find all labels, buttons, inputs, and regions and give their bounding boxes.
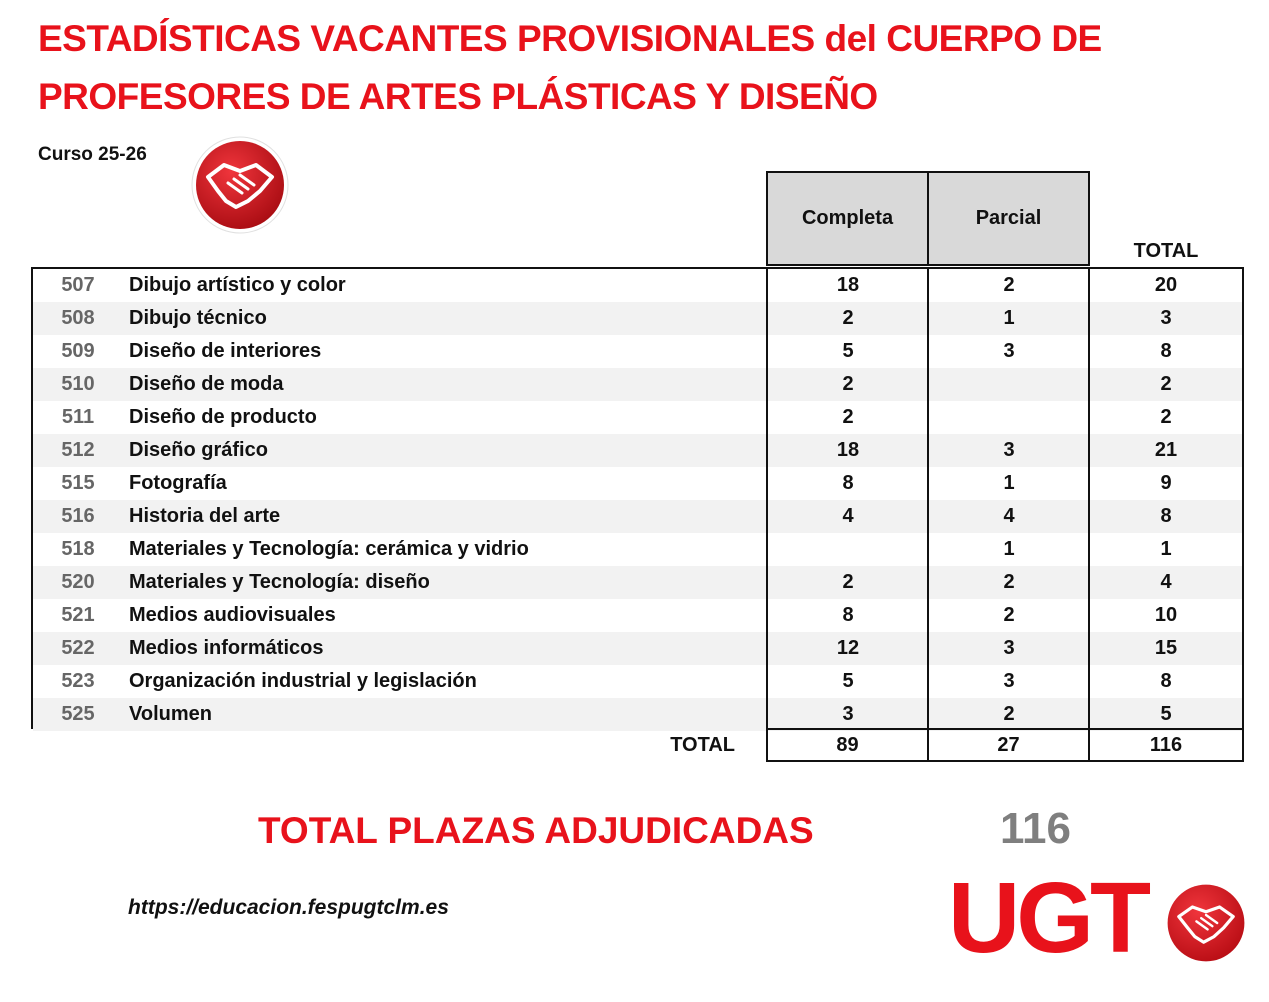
table-row xyxy=(33,401,1242,434)
row-name: Diseño de interiores xyxy=(129,340,322,362)
row-total: 5 xyxy=(1160,703,1172,725)
row-parcial: 2 xyxy=(1003,604,1015,626)
row-parcial: 3 xyxy=(1003,439,1015,461)
row-parcial: 2 xyxy=(1003,571,1015,593)
row-completa: 3 xyxy=(842,703,854,725)
row-parcial: 3 xyxy=(1003,670,1015,692)
table-row xyxy=(33,566,1242,599)
row-completa: 4 xyxy=(842,505,854,527)
total-total: 116 xyxy=(1088,728,1244,762)
total-row-label: TOTAL xyxy=(670,734,735,756)
row-completa: 5 xyxy=(842,340,854,362)
row-code: 510 xyxy=(61,373,95,395)
plazas-adjudicadas-value: 116 xyxy=(1000,804,1071,853)
row-total: 2 xyxy=(1160,406,1172,428)
row-total: 1 xyxy=(1160,538,1172,560)
row-parcial: 2 xyxy=(1003,703,1015,725)
table-row xyxy=(33,533,1242,566)
column-divider xyxy=(927,269,929,731)
row-code: 508 xyxy=(61,307,95,329)
row-name: Dibujo técnico xyxy=(129,307,267,329)
total-completa: 89 xyxy=(766,728,929,762)
row-name: Volumen xyxy=(129,703,212,725)
table-row xyxy=(33,599,1242,632)
row-total: 2 xyxy=(1160,373,1172,395)
row-completa: 2 xyxy=(842,373,854,395)
table-row xyxy=(33,434,1242,467)
row-completa: 2 xyxy=(842,571,854,593)
table-row xyxy=(33,698,1242,731)
website-link[interactable]: https://educacion.fespugtclm.es xyxy=(128,896,449,919)
row-completa: 5 xyxy=(842,670,854,692)
row-completa: 18 xyxy=(836,439,860,461)
row-parcial: 1 xyxy=(1003,538,1015,560)
row-total: 8 xyxy=(1160,340,1172,362)
column-divider xyxy=(1088,269,1090,731)
row-completa: 8 xyxy=(842,604,854,626)
row-total: 15 xyxy=(1154,637,1178,659)
row-code: 523 xyxy=(61,670,95,692)
row-name: Medios informáticos xyxy=(129,637,324,659)
row-name: Historia del arte xyxy=(129,505,281,527)
row-total: 21 xyxy=(1154,439,1178,461)
row-parcial: 3 xyxy=(1003,637,1015,659)
row-completa: 2 xyxy=(842,406,854,428)
table-row xyxy=(33,269,1242,302)
row-name: Organización industrial y legislación xyxy=(129,670,477,692)
header-total: TOTAL xyxy=(1133,240,1199,262)
curso-label: Curso 25-26 xyxy=(38,144,147,165)
column-divider xyxy=(766,269,768,731)
table-row xyxy=(33,665,1242,698)
row-code: 515 xyxy=(61,472,95,494)
title-line-1: ESTADÍSTICAS VACANTES PROVISIONALES del CUERPO DE xyxy=(38,18,1102,59)
row-code: 516 xyxy=(61,505,95,527)
row-name: Materiales y Tecnología: cerámica y vidrio xyxy=(129,538,529,560)
row-name: Diseño gráfico xyxy=(129,439,268,461)
row-completa: 2 xyxy=(842,307,854,329)
table-row xyxy=(33,467,1242,500)
row-code: 509 xyxy=(61,340,95,362)
row-code: 525 xyxy=(61,703,95,725)
row-code: 521 xyxy=(61,604,95,626)
row-parcial: 1 xyxy=(1003,472,1015,494)
header-completa: Completa xyxy=(766,171,929,266)
row-completa: 12 xyxy=(836,637,860,659)
row-code: 507 xyxy=(61,274,95,296)
row-name: Medios audiovisuales xyxy=(129,604,336,626)
row-total: 10 xyxy=(1154,604,1178,626)
header-parcial: Parcial xyxy=(927,171,1090,266)
row-code: 512 xyxy=(61,439,95,461)
row-code: 518 xyxy=(61,538,95,560)
table-row xyxy=(33,368,1242,401)
plazas-adjudicadas-label: TOTAL PLAZAS ADJUDICADAS xyxy=(258,810,814,851)
row-name: Fotografía xyxy=(129,472,227,494)
row-name: Diseño de producto xyxy=(129,406,317,428)
table-row xyxy=(33,302,1242,335)
title-line-2: PROFESORES DE ARTES PLÁSTICAS Y DISEÑO xyxy=(38,76,878,117)
row-total: 8 xyxy=(1160,505,1172,527)
row-parcial: 4 xyxy=(1003,505,1015,527)
row-total: 3 xyxy=(1160,307,1172,329)
row-code: 511 xyxy=(61,406,95,428)
row-total: 20 xyxy=(1154,274,1178,296)
vacantes-table xyxy=(31,267,1244,729)
row-parcial: 1 xyxy=(1003,307,1015,329)
total-parcial: 27 xyxy=(927,728,1090,762)
table-row xyxy=(33,632,1242,665)
row-code: 522 xyxy=(61,637,95,659)
row-parcial: 2 xyxy=(1003,274,1015,296)
row-completa: 18 xyxy=(836,274,860,296)
row-name: Dibujo artístico y color xyxy=(129,274,346,296)
table-row xyxy=(33,335,1242,368)
table-row xyxy=(33,500,1242,533)
row-completa: 8 xyxy=(842,472,854,494)
handshake-logo-icon xyxy=(190,135,290,235)
row-parcial: 3 xyxy=(1003,340,1015,362)
row-name: Diseño de moda xyxy=(129,373,284,395)
row-name: Materiales y Tecnología: diseño xyxy=(129,571,430,593)
ugt-brand-logo: UGT xyxy=(948,862,1148,974)
row-code: 520 xyxy=(61,571,95,593)
row-total: 9 xyxy=(1160,472,1172,494)
row-total: 4 xyxy=(1160,571,1172,593)
row-total: 8 xyxy=(1160,670,1172,692)
handshake-logo-icon xyxy=(1166,883,1246,963)
